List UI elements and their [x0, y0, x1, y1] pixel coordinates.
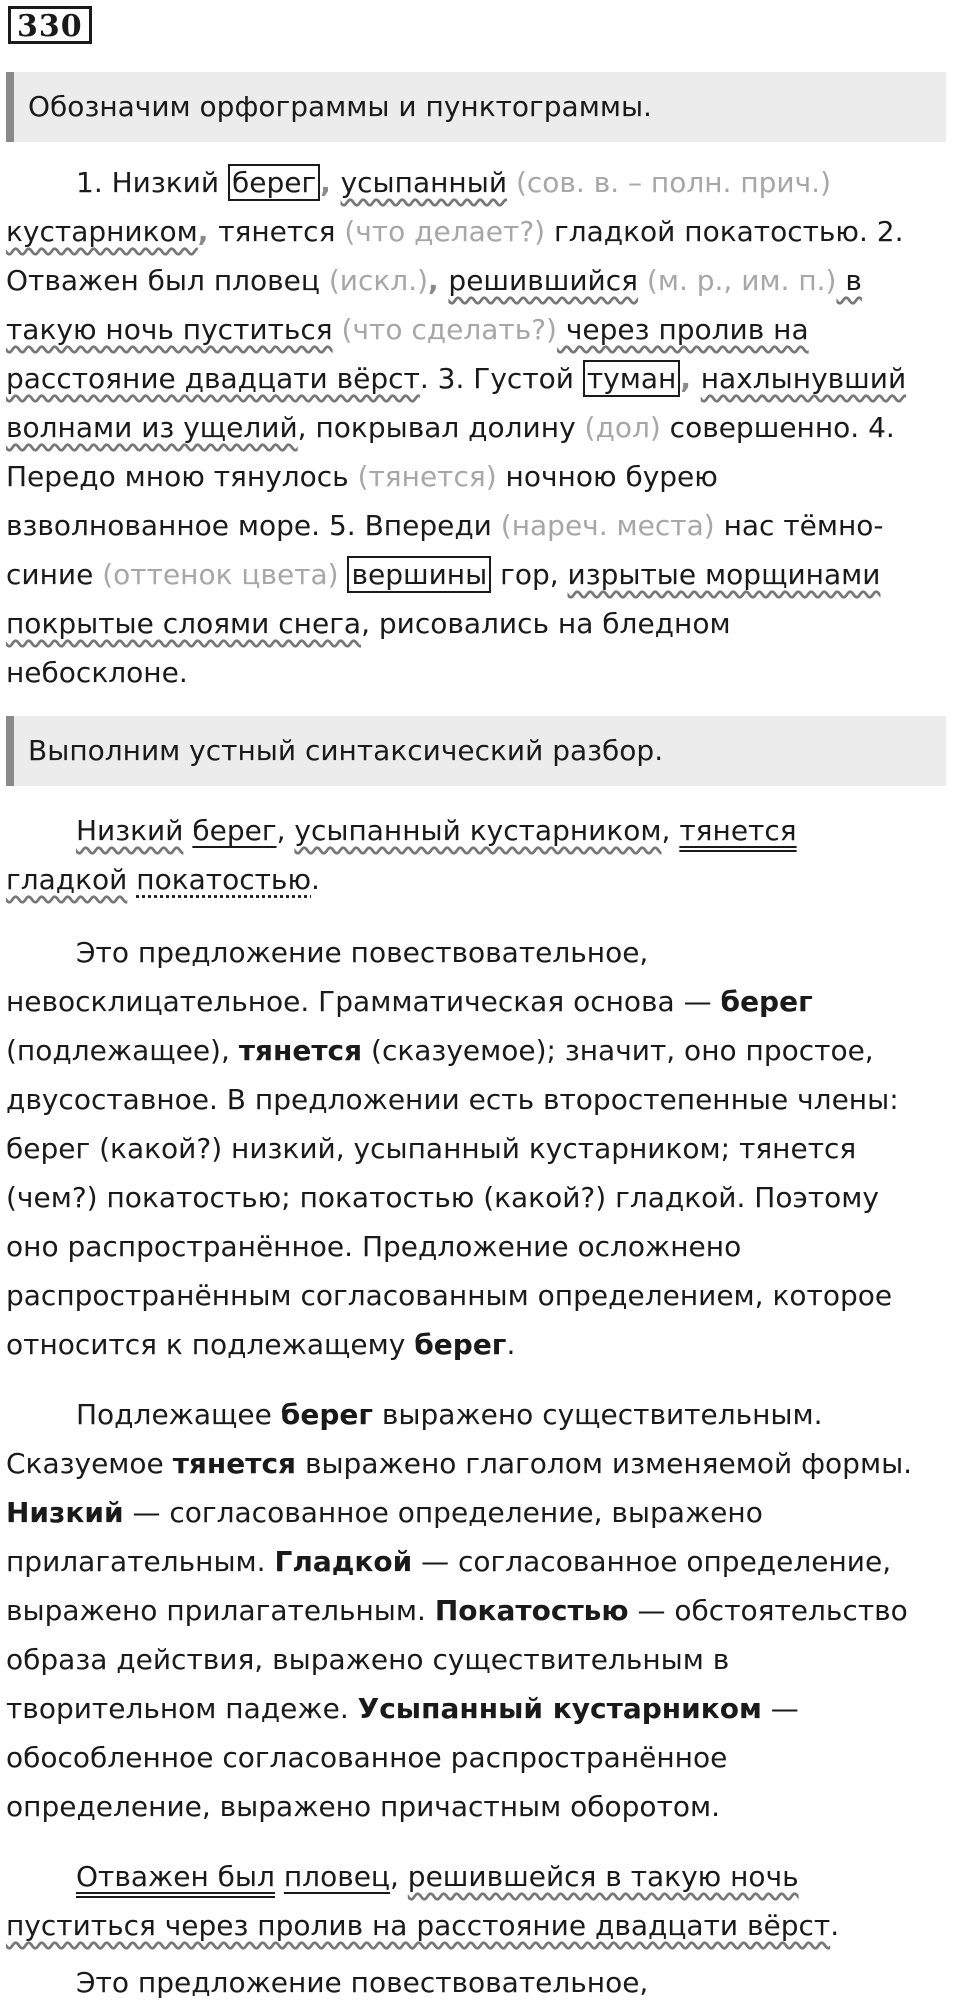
- period: .: [830, 1909, 840, 1942]
- adverbial: покатостью: [136, 863, 312, 896]
- text: берег (какой?) низкий, усыпанный кустарником; тянется: [6, 1132, 857, 1165]
- bold-term: тянется: [172, 1447, 297, 1480]
- attribute: решившейся в такую ночь: [407, 1860, 799, 1893]
- text: гор,: [491, 558, 568, 591]
- text: распространённым согласованным определением, которое: [6, 1279, 893, 1312]
- text: — согласованное определение,: [412, 1545, 892, 1578]
- text: 1. Низкий: [76, 166, 228, 199]
- text-line: [6, 1733, 954, 1782]
- text: определение, выражено причастным оборотом.: [6, 1790, 721, 1823]
- text-line: [6, 806, 954, 855]
- exercise-text: [6, 158, 954, 697]
- text-line: [6, 550, 954, 599]
- text-line: [6, 158, 954, 207]
- period: .: [506, 1328, 516, 1361]
- note: (дол): [575, 411, 661, 444]
- text: — согласованное определение, выражено: [123, 1496, 763, 1529]
- phrase: такую ночь пуститься: [6, 313, 333, 346]
- text-line: [6, 1390, 954, 1439]
- space: [275, 1860, 284, 1893]
- subject: пловец: [283, 1860, 390, 1893]
- text: выражено прилагательным.: [6, 1594, 435, 1627]
- comma: ,: [276, 814, 295, 847]
- text-line: [6, 1901, 954, 1950]
- text: образа действия, выражено существительным в: [6, 1643, 730, 1676]
- period: .: [311, 863, 320, 896]
- text-line: [6, 977, 954, 1026]
- attribute: гладкой: [6, 863, 128, 896]
- word: тянется: [218, 215, 336, 248]
- comma: ,: [680, 362, 701, 395]
- word: небосклоне: [6, 656, 179, 689]
- note: (оттенок цвета): [93, 558, 339, 591]
- text: невосклицательное. Грамматическая основа —: [6, 985, 721, 1018]
- text: относится к подлежащему: [6, 1328, 415, 1361]
- word: взволнованное: [6, 509, 229, 542]
- text-line: [6, 1320, 954, 1369]
- text-line: [6, 648, 954, 697]
- text-line: [6, 599, 954, 648]
- text: творительном падеже.: [6, 1692, 358, 1725]
- sentence-2: [6, 1852, 954, 1950]
- text-line: [6, 1075, 954, 1124]
- text-line: [6, 928, 954, 977]
- comma: ,: [320, 166, 341, 199]
- text: Отважен был: [6, 264, 214, 297]
- attribute: усыпанный кустарником: [294, 814, 662, 847]
- text: ночною бурею: [496, 460, 718, 493]
- note: (м. р., им. п.): [638, 264, 837, 297]
- boxed-word: берег: [228, 164, 320, 201]
- comma: ,: [197, 215, 219, 248]
- word: пловец: [213, 264, 320, 297]
- word: тянулось: [213, 460, 349, 493]
- text: —: [761, 1692, 799, 1725]
- participle: решившийся: [448, 264, 638, 297]
- analysis-1: [6, 928, 954, 1369]
- word: долину: [468, 411, 576, 444]
- text-line: [6, 1537, 954, 1586]
- note: (сов. в. – полн. прич.): [507, 166, 831, 199]
- section-title: Выполним устный синтаксический разбор.: [28, 734, 664, 767]
- text-line: [6, 207, 954, 256]
- text-line: [6, 1782, 954, 1831]
- text: — обстоятельство: [628, 1594, 908, 1627]
- bold-term: берег: [720, 985, 813, 1018]
- exercise-number: 330: [8, 6, 92, 44]
- text: нас тёмно-: [714, 509, 884, 542]
- bold-term: берег: [414, 1328, 507, 1361]
- text: обособленное согласованное распространённое: [6, 1741, 728, 1774]
- text-line: [6, 1635, 954, 1684]
- participle: изрытые морщинами: [567, 558, 881, 591]
- text-line: [6, 501, 954, 550]
- phrase: расстояние двадцати вёрст: [6, 362, 420, 395]
- text-line: [6, 256, 954, 305]
- text: Сказуемое: [6, 1447, 173, 1480]
- text: . 3. Густой: [419, 362, 583, 395]
- text-line: [6, 305, 954, 354]
- attribute: Низкий: [76, 814, 184, 847]
- word: Впереди: [364, 509, 492, 542]
- text: совершенно. 4.: [660, 411, 895, 444]
- text-line: [6, 1124, 954, 1173]
- text: оно распространённое. Предложение осложнено: [6, 1230, 742, 1263]
- text-line: [6, 1173, 954, 1222]
- note: (искл.): [319, 264, 429, 297]
- text-line: [6, 452, 954, 501]
- text-line: [6, 1222, 954, 1271]
- text: (подлежащее),: [6, 1034, 239, 1067]
- text: выражено существительным.: [372, 1398, 823, 1431]
- analysis-2: [6, 1390, 954, 1831]
- text-line: [6, 1271, 954, 1320]
- participle: усыпанный: [340, 166, 508, 199]
- text: прилагательным.: [6, 1545, 275, 1578]
- participle: нахлынувший: [700, 362, 907, 395]
- text: Передо мною: [6, 460, 214, 493]
- text: выражено глаголом изменяемой формы.: [296, 1447, 913, 1480]
- predicate: Отважен был: [76, 1860, 275, 1893]
- text: море. 5.: [229, 509, 365, 542]
- section-header-syntax: [6, 716, 946, 786]
- section-header-orthograms: [6, 72, 946, 142]
- bold-term: Гладкой: [274, 1545, 413, 1578]
- text: , покрывал: [297, 411, 469, 444]
- sentence-1: [6, 806, 954, 904]
- text: Подлежащее: [76, 1398, 281, 1431]
- text: (чем?) покатостью; покатостью (какой?) гладкой. Поэтому: [6, 1181, 879, 1214]
- text-line: [6, 1026, 954, 1075]
- note: (нареч. места): [491, 509, 715, 542]
- phrase: через пролив на: [556, 313, 809, 346]
- word: синие: [6, 558, 94, 591]
- note: (что сделать?): [332, 313, 557, 346]
- participle: покрытые слоями снега: [6, 607, 362, 640]
- text: , рисовались на бледном: [361, 607, 731, 640]
- bold-term: Покатостью: [434, 1594, 629, 1627]
- word: в: [836, 264, 862, 297]
- bold-term: Усыпанный кустарником: [357, 1692, 762, 1725]
- text-line: [6, 354, 954, 403]
- text-line: [6, 1488, 954, 1537]
- text-line: [6, 1852, 954, 1901]
- predicate: тянется: [679, 814, 797, 847]
- text: Это предложение повествовательное,: [76, 936, 649, 969]
- comma: ,: [389, 1860, 408, 1893]
- text: гладкой покатостью. 2.: [545, 215, 904, 248]
- bold-term: тянется: [238, 1034, 363, 1067]
- bold-term: Низкий: [6, 1496, 124, 1529]
- note: (что делает?): [335, 215, 546, 248]
- boxed-word: туман: [583, 360, 680, 397]
- phrase: волнами из ущелий: [6, 411, 298, 444]
- section-title: Обозначим орфограммы и пунктограммы.: [28, 90, 652, 123]
- text-line: [6, 403, 954, 452]
- boxed-word: вершины: [347, 556, 491, 593]
- word: кустарником: [6, 215, 198, 248]
- text-line: [6, 1439, 954, 1488]
- subject: берег: [192, 814, 277, 847]
- bold-term: берег: [280, 1398, 373, 1431]
- text-line: [6, 1586, 954, 1635]
- note: (тянется): [348, 460, 497, 493]
- text: двусоставное. В предложении есть второстепенные члены:: [6, 1083, 899, 1116]
- comma: ,: [428, 264, 449, 297]
- text: Это предложение повествовательное,: [76, 1966, 649, 1999]
- comma: ,: [661, 814, 680, 847]
- text: (сказуемое); значит, оно простое,: [362, 1034, 874, 1067]
- attribute: пуститься через пролив на расстояние двадцати вёрст: [6, 1909, 831, 1942]
- text-line: [6, 1684, 954, 1733]
- period: .: [178, 656, 188, 689]
- text-line: [6, 855, 954, 904]
